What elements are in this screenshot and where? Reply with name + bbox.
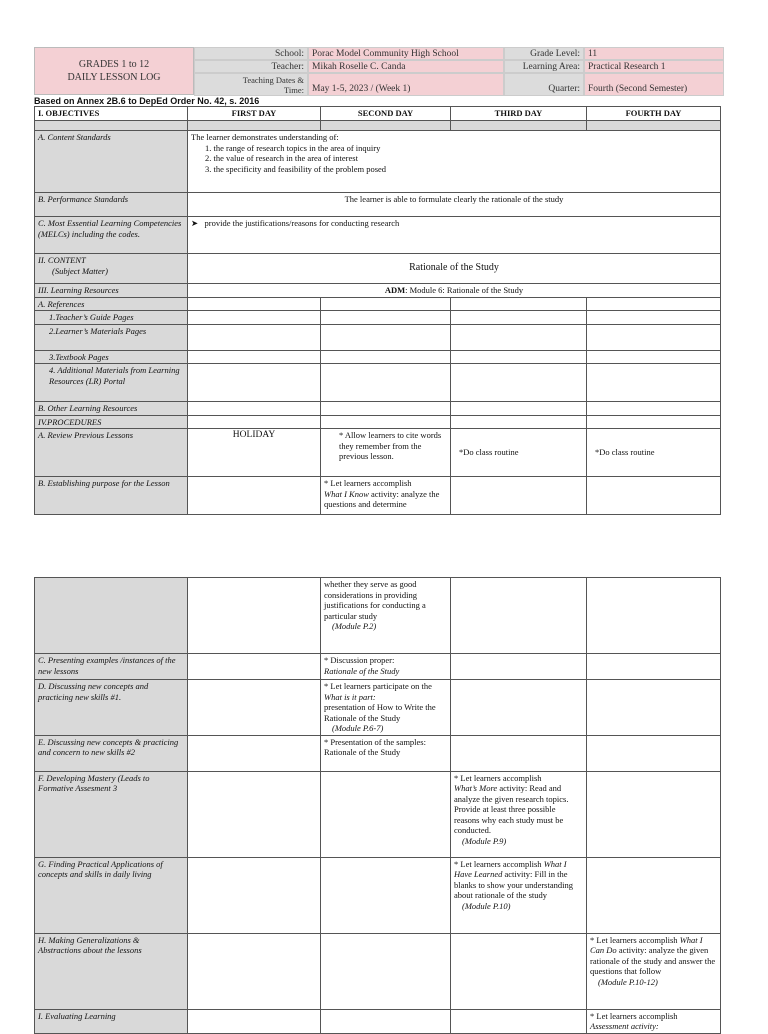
purpose-day-2-text: activity: analyze the questions and determine [324, 488, 440, 509]
mastery-text: activity: Read and analyze the given research topics. Provide at least three possible reasons why each study must be conducted. [454, 783, 569, 835]
spacer-row [35, 121, 721, 131]
school-value: Porac Model Community High School [308, 47, 504, 60]
purpose-day-2-lead: * Let learners accomplish [324, 478, 412, 488]
purpose-continued-ref: (Module P.2) [332, 621, 377, 631]
content-standard-item: 3. the specificity and feasibility of the problem posed [205, 163, 387, 174]
content-label [35, 254, 188, 284]
generalization-activity: What I Can Do [590, 934, 703, 955]
title-line-2: DAILY LESSON LOG [67, 72, 161, 83]
additional-materials-row [35, 364, 721, 402]
content-standards-row [35, 131, 721, 193]
quarter-value: Fourth (Second Semester) [584, 73, 724, 96]
other-resources-row [35, 402, 721, 416]
teacher-label: Teacher: [194, 60, 308, 73]
examples-row [35, 654, 721, 680]
generalization-label: H. Making Generalizations & Abstractions about the lessons [35, 933, 188, 1009]
applications-text: activity: Fill in the blanks to show your understanding about rationale of the study [454, 869, 573, 900]
review-day-1: HOLIDAY [188, 429, 321, 477]
review-label: A. Review Previous Lessons [35, 429, 188, 477]
lesson-table-page-2 [34, 577, 721, 1034]
examples-day-2-topic: Rationale of the Study [324, 665, 400, 676]
discuss-1-part: What is it part: [324, 691, 376, 702]
textbook-row [35, 350, 721, 364]
content-row [35, 254, 721, 284]
applications-ref: (Module P.10) [462, 900, 511, 911]
grade-value: 11 [584, 47, 724, 60]
discuss-2-row [35, 735, 721, 771]
purpose-day-2 [321, 477, 451, 515]
references-label: A. References [35, 297, 188, 311]
applications-lead: * Let learners accomplish [454, 858, 542, 869]
learners-materials-row [35, 324, 721, 350]
area-label: Learning Area: [504, 60, 584, 73]
purpose-row [35, 477, 721, 515]
additional-materials-label: 4. Additional Materials from Learning Resources (LR) Portal [35, 364, 188, 402]
day-3-header: THIRD DAY [451, 107, 587, 121]
discuss-2-label: E. Discussing new concepts & practicing and concern to new skills #2 [35, 735, 188, 771]
title-line-1: GRADES 1 to 12 [78, 59, 150, 70]
applications-day-3 [451, 857, 587, 933]
evaluating-day-4 [587, 1009, 721, 1033]
evaluating-activity: Assessment activity: [590, 1021, 659, 1031]
discuss-1-row [35, 680, 721, 736]
review-day-2: * Allow learners to cite words they remember from the previous lesson. [321, 429, 451, 477]
examples-label: C. Presenting examples /instances of the new lessons [35, 654, 188, 680]
textbook-label: 3.Textbook Pages [35, 350, 188, 364]
teachers-guide-row [35, 311, 721, 325]
performance-standards-label: B. Performance Standards [35, 193, 188, 217]
day-1-header: FIRST DAY [188, 107, 321, 121]
objectives-header-row [35, 107, 721, 121]
content-standards-cell [188, 131, 721, 193]
performance-standards-text: The learner is able to formulate clearly the rationale of the study [188, 193, 721, 217]
evaluating-lead: * Let learners accomplish [590, 1010, 678, 1021]
mastery-label: F. Developing Mastery (Leads to Formative Assesment 3 [35, 771, 188, 857]
procedures-label: IV.PROCEDURES [35, 415, 188, 429]
learning-resources-label: III. Learning Resources [35, 284, 188, 298]
purpose-continued-row [35, 578, 721, 654]
discuss-1-label: D. Discussing new concepts and practicing new skills #1. [35, 680, 188, 736]
melc-row [35, 217, 721, 254]
evaluating-row [35, 1009, 721, 1033]
content-standards-label: A. Content Standards [35, 131, 188, 193]
dates-label [194, 73, 308, 96]
adm-label: ADM [384, 285, 406, 295]
content-text: Rationale of the Study [188, 254, 721, 284]
day-4-header: FOURTH DAY [587, 107, 721, 121]
mastery-activity: What’s More [454, 783, 498, 793]
objectives-heading: I. OBJECTIVES [35, 107, 188, 121]
examples-day-2-lead: * Discussion proper: [324, 655, 395, 665]
log-title [34, 47, 194, 95]
applications-label: G. Finding Practical Applications of concepts and skills in daily living [35, 857, 188, 933]
dates-label-line-1: Teaching Dates & [242, 75, 304, 85]
purpose-label: B. Establishing purpose for the Lesson [35, 477, 188, 515]
generalization-day-4 [587, 933, 721, 1009]
content-label-line-2: (Subject Matter) [52, 265, 108, 276]
arrow-bullet-icon: ➤ [191, 218, 199, 228]
generalization-row [35, 933, 721, 1009]
procedures-row [35, 415, 721, 429]
quarter-label: Quarter: [504, 73, 584, 96]
content-standard-item: 1. the range of research topics in the area of inquiry [205, 142, 381, 153]
dates-value: May 1-5, 2023 / (Week 1) [308, 73, 504, 96]
melc-label: C. Most Essential Learning Competencies (MELCs) including the codes. [35, 217, 188, 254]
melc-cell [188, 217, 721, 254]
dates-label-line-2: Time: [283, 85, 304, 95]
discuss-1-day-2 [321, 680, 451, 736]
teachers-guide-label: 1.Teacher’s Guide Pages [35, 311, 188, 325]
purpose-continued-text: whether they serve as good considerations in providing justifications for conducting a particular study [324, 579, 426, 621]
mastery-day-3 [451, 771, 587, 857]
review-day-3: *Do class routine [451, 429, 587, 477]
school-label: School: [194, 47, 308, 60]
content-standards-intro: The learner demonstrates understanding of: [191, 132, 339, 142]
area-value: Practical Research 1 [584, 60, 724, 73]
generalization-text: activity: analyze the given rationale of the study and answer the questions that follow [590, 945, 716, 976]
other-resources-label: B. Other Learning Resources [35, 402, 188, 416]
content-label-line-1: II. CONTENT [38, 255, 86, 265]
examples-day-2 [321, 654, 451, 680]
learning-resources-text: : Module 6: Rationale of the Study [405, 285, 524, 295]
learning-resources-cell [188, 284, 721, 298]
applications-activity: What I Have Learned [454, 858, 567, 879]
discuss-2-day-2: * Presentation of the samples: Rationale of the Study [321, 735, 451, 771]
review-day-4: *Do class routine [587, 429, 721, 477]
mastery-row [35, 771, 721, 857]
learning-resources-row [35, 284, 721, 298]
lesson-table-page-1 [34, 106, 721, 515]
annex-note: Based on Annex 2B.6 to DepEd Order No. 42, s. 2016 [34, 96, 260, 106]
discuss-1-text: presentation of How to Write the Rationale of the Study [324, 702, 436, 723]
review-row [35, 429, 721, 477]
references-row [35, 297, 721, 311]
generalization-lead: * Let learners accomplish [590, 934, 678, 945]
melc-text: provide the justifications/reasons for conducting research [204, 218, 400, 228]
teacher-value: Mikah Roselle C. Canda [308, 60, 504, 73]
purpose-day-2-activity: What I Know [324, 488, 369, 499]
applications-row [35, 857, 721, 933]
performance-standards-row [35, 193, 721, 217]
discuss-1-ref: (Module P.6-7) [332, 723, 384, 733]
generalization-ref: (Module P.10-12) [598, 976, 658, 987]
mastery-ref: (Module P.9) [462, 835, 507, 846]
content-standard-item: 2. the value of research in the area of interest [205, 153, 358, 163]
evaluating-label: I. Evaluating Learning [35, 1009, 188, 1033]
discuss-1-lead: * Let learners participate on the [324, 681, 432, 691]
purpose-continued [321, 578, 451, 654]
mastery-lead: * Let learners accomplish [454, 772, 542, 783]
grade-label: Grade Level: [504, 47, 584, 60]
learners-materials-label: 2.Learner’s Materials Pages [35, 324, 188, 350]
day-2-header: SECOND DAY [321, 107, 451, 121]
